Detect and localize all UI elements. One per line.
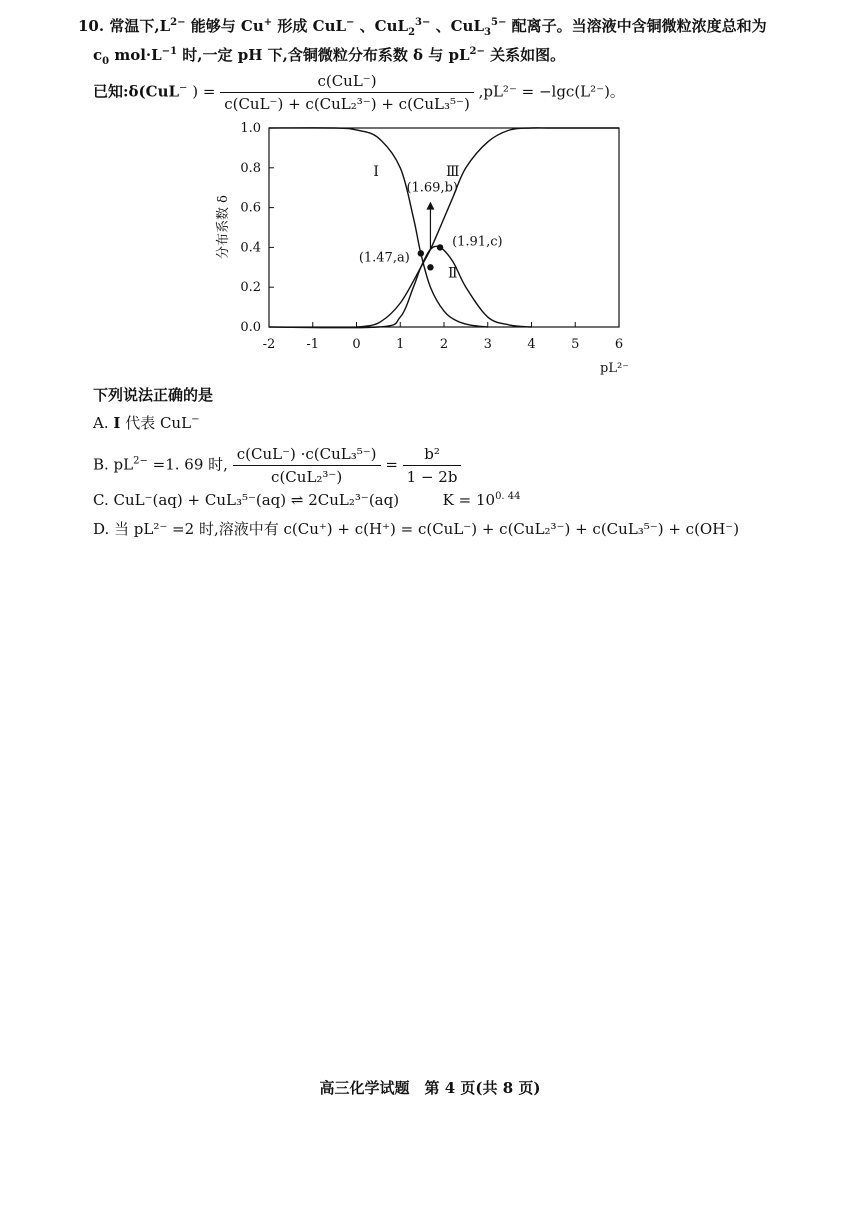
question-number: 10. xyxy=(78,17,105,35)
curve-label: Ⅲ xyxy=(445,163,460,180)
data-point xyxy=(418,250,424,256)
curves xyxy=(269,128,619,328)
x-tick-label: 3 xyxy=(483,337,492,352)
y-tick-label: 1.0 xyxy=(240,121,261,136)
plot-frame xyxy=(269,128,619,327)
option-b[interactable]: B. $pL^{2-} =1$. 69 时, $\frac{\text{c(CuL⁻) ·c(CuL₃⁵⁻)}}{\text{c(CuL₂³⁻)}}$ = $\frac{\text{b²}}{1 - 2b}$ xyxy=(93,445,461,486)
x-tick-label: 5 xyxy=(571,337,580,352)
x-tick-label: 1 xyxy=(396,337,405,352)
option-d[interactable]: D. 当 pL²⁻ =2 时,溶液中有 c(Cu⁺) + c(H⁺) = c(CuL⁻) + c(CuL₂³⁻) + c(CuL₃⁵⁻) + c(OH⁻) xyxy=(93,520,740,538)
x-tick-label: 0 xyxy=(352,337,361,352)
x-tick-label: 4 xyxy=(527,337,536,352)
x-axis-label: pL²⁻ xyxy=(600,361,630,376)
x-tick-label: -1 xyxy=(306,337,320,352)
y-axis-label: 分布系数 δ xyxy=(216,195,231,259)
point-annotation: (1.69,b) xyxy=(406,180,458,196)
known-definition: 已知:δ(CuL− ) = $\frac{\text{c(CuL⁻)}}{\text{c(CuL⁻) + c(CuL₂³⁻) + c(CuL₃⁵⁻)}}$ ,pL²⁻ = −lgc(L²⁻)。 xyxy=(93,72,625,113)
y-tick-label: 0.2 xyxy=(240,280,261,296)
option-b-left-fraction: $\frac{\text{c(CuL⁻) ·c(CuL₃⁵⁻)}}{\text{c(CuL₂³⁻)}}$ xyxy=(233,445,381,486)
curve-label: Ⅰ xyxy=(373,163,379,180)
point-annotation: (1.91,c) xyxy=(452,234,503,250)
curve-Ⅰ xyxy=(269,128,488,327)
curve-Ⅲ xyxy=(357,128,620,327)
x-tick-label: -2 xyxy=(262,337,276,352)
arrow-head xyxy=(426,202,434,210)
data-point xyxy=(427,264,433,270)
option-a[interactable]: A. Ⅰ 代表 CuL− xyxy=(93,414,200,432)
page-footer: 高三化学试题 第 4 页(共 8 页) xyxy=(319,1079,541,1097)
option-c[interactable]: C. CuL⁻(aq) + CuL₃⁵⁻(aq) ⇌ 2CuL₂³⁻(aq) $K = 10^{0. 44}$ xyxy=(93,491,521,509)
distribution-chart xyxy=(205,115,645,380)
y-tick-label: 0.4 xyxy=(240,240,261,256)
point-annotation: (1.47,a) xyxy=(358,250,410,266)
y-tick-label: 0.8 xyxy=(240,160,261,176)
curve-label: Ⅱ xyxy=(447,265,458,282)
question-line-2: $c_0$ $mol\cdot L^{-1}$ 时,一定 pH 下,含铜微粒分布系数 δ 与 $pL^{2-}$ 关系如图。 xyxy=(93,46,566,67)
marks xyxy=(359,181,503,271)
option-b-right-fraction: $\frac{\text{b²}}{1 - 2b}$ xyxy=(403,445,462,486)
data-point xyxy=(437,244,443,250)
answer-prompt: 下列说法正确的是 xyxy=(93,386,214,404)
y-tick-label: 0.6 xyxy=(240,200,261,216)
y-tick-label: 0.0 xyxy=(240,320,261,335)
x-tick-label: 2 xyxy=(439,337,449,352)
x-tick-label: 6 xyxy=(614,337,624,352)
delta-fraction: $\frac{\text{c(CuL⁻)}}{\text{c(CuL⁻) + c(CuL₂³⁻) + c(CuL₃⁵⁻)}}$ xyxy=(220,72,474,113)
question-line-1: 10. 常温下$,L^{2-}$ 能够与 Cu+ 形成 CuL− 、CuL$_2^{3-}$ 、CuL$_3^{5-}$ 配离子。当溶液中含铜微粒浓度总和为 xyxy=(78,17,767,38)
